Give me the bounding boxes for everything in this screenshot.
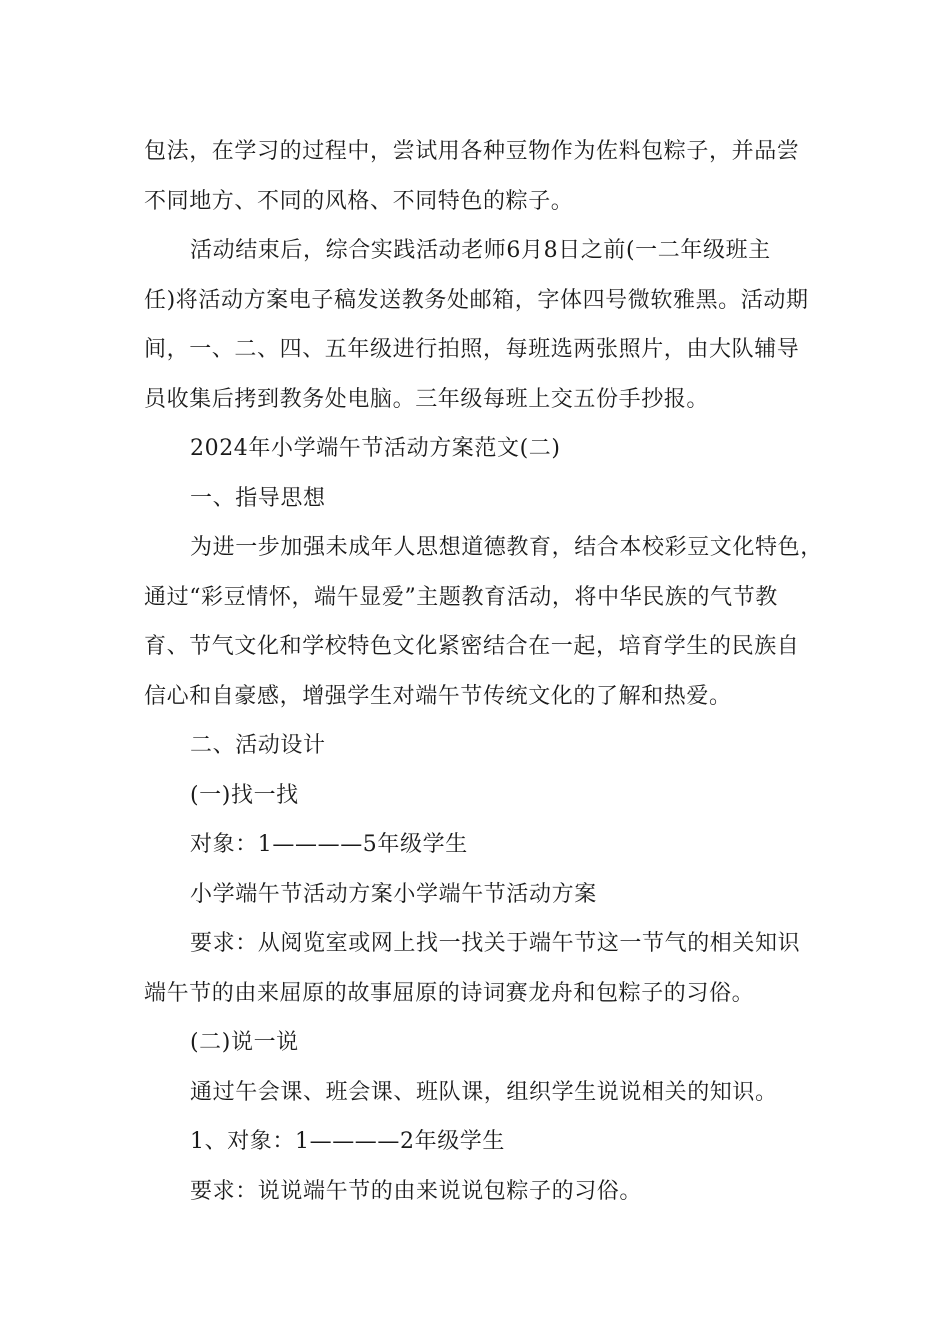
text-line: 1、对象：1————2年级学生 <box>190 1129 505 1154</box>
subheading: (二)说一说 <box>190 1030 299 1055</box>
text-line: 活动结束后，综合实践活动老师6月8日之前(一二年级班主 <box>190 238 771 263</box>
text-line: 信心和自豪感，增强学生对端午节传统文化的了解和热爱。 <box>144 684 732 709</box>
text-line: 间，一、二、四、五年级进行拍照，每班选两张照片，由大队辅导 <box>144 337 800 362</box>
text-line: 为进一步加强未成年人思想道德教育，结合本校彩豆文化特色， <box>190 535 823 560</box>
text-line: 员收集后拷到教务处电脑。三年级每班上交五份手抄报。 <box>144 387 710 412</box>
heading: 二、活动设计 <box>190 733 326 758</box>
subheading: (一)找一找 <box>190 783 299 808</box>
text-line: 不同地方、不同的风格、不同特色的粽子。 <box>144 189 574 214</box>
text-line: 任)将活动方案电子稿发送教务处邮箱，字体四号微软雅黑。活动期 <box>144 288 809 313</box>
text-line: 对象：1————5年级学生 <box>190 832 468 857</box>
text-line: 包法，在学习的过程中，尝试用各种豆物作为佐料包粽子，并品尝 <box>144 139 800 164</box>
text-line: 端午节的由来屈原的故事屈原的诗词赛龙舟和包粽子的习俗。 <box>144 981 755 1006</box>
text-line: 小学端午节活动方案小学端午节活动方案 <box>190 882 597 907</box>
text-line: 通过午会课、班会课、班队课，组织学生说说相关的知识。 <box>190 1080 778 1105</box>
text-line: 通过“彩豆情怀，端午显爱”主题教育活动，将中华民族的气节教 <box>144 585 778 610</box>
text-line: 要求：从阅览室或网上找一找关于端午节这一节气的相关知识 <box>190 931 801 956</box>
text-line: 育、节气文化和学校特色文化紧密结合在一起，培育学生的民族自 <box>144 634 800 659</box>
section-title: 2024年小学端午节活动方案范文(二) <box>190 436 561 461</box>
text-line: 要求：说说端午节的由来说说包粽子的习俗。 <box>190 1179 643 1204</box>
heading: 一、指导思想 <box>190 486 326 511</box>
